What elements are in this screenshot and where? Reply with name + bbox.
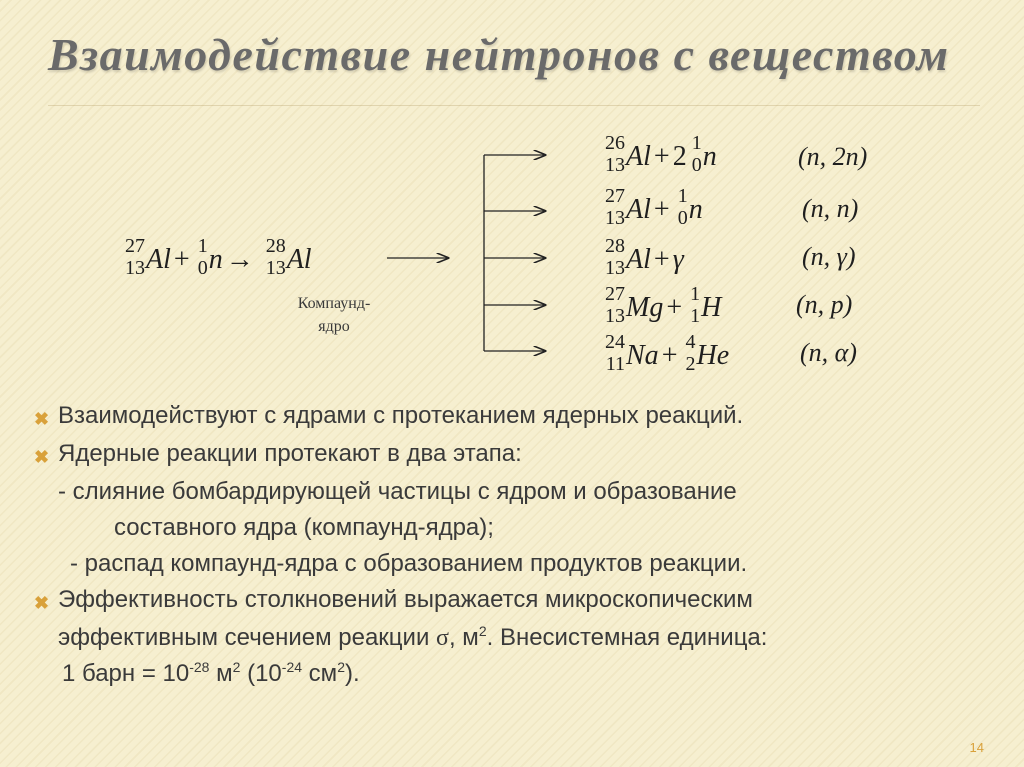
cross-bullet-icon: ✖ <box>34 447 50 467</box>
sub-item: - слияние бомбардирующей частицы с ядром и образование <box>58 478 737 505</box>
al27-nucleus: 27 13 Al <box>125 235 171 279</box>
product-row: 24 11 Na + 4 2 He <box>605 331 730 375</box>
cross-bullet-icon: ✖ <box>34 593 50 613</box>
reaction-type: (n, p) <box>796 290 853 319</box>
sub-item-continuation: составного ядра (компаунд-ядра); <box>114 514 494 541</box>
sub-item: - распад компаунд-ядра с образованием продуктов реакции. <box>70 550 748 577</box>
neutron: 1 0 n <box>197 235 223 279</box>
product-row: 27 13 Mg + 1 1 H <box>605 283 722 327</box>
bullet-item: ✖ Ядерные реакции протекают в два этапа: <box>40 436 990 472</box>
product-row: 26 13 Al + 2 1 0 n <box>605 132 717 176</box>
sigma-symbol: σ <box>436 625 449 651</box>
reaction-arrow: → <box>225 244 254 275</box>
reaction-type: (n, 2n) <box>798 142 868 171</box>
al28-compound-nucleus: 28 13 Al <box>265 235 312 279</box>
product-row: 28 13 Al + γ <box>605 235 684 279</box>
slide-title: Взаимодействие нейтронов с веществом <box>48 29 950 80</box>
plus-sign: + <box>173 244 190 275</box>
gamma-symbol: γ <box>672 244 684 275</box>
compound-nucleus-label: Компаунд- ядро <box>297 295 371 336</box>
main-reaction <box>116 235 312 280</box>
reaction-type: (n, α) <box>800 338 857 367</box>
bullet-item: ✖ Взаимодействуют с ядрами с протеканием ядерных реакций. <box>40 398 990 434</box>
product-row: 27 13 Al + 1 0 n <box>605 185 703 229</box>
coefficient: 2 <box>672 141 687 172</box>
reaction-type: (n, γ) <box>802 242 856 271</box>
page-number: 14 <box>969 740 984 755</box>
bullet-item: ✖ Эффективность столкновений выражается микроскопическим <box>40 582 990 618</box>
cross-bullet-icon: ✖ <box>34 409 50 429</box>
slide-body <box>34 398 990 692</box>
barn-definition: 1 барн = $10^{-28}$ $м^2$ ($10^{-24}$ $см^2$). <box>62 659 360 687</box>
bullet-continuation: эффективным сечением реакции σ, $м^2$. Внесистемная единица: <box>58 623 768 651</box>
reaction-type: (n, n) <box>802 194 859 223</box>
